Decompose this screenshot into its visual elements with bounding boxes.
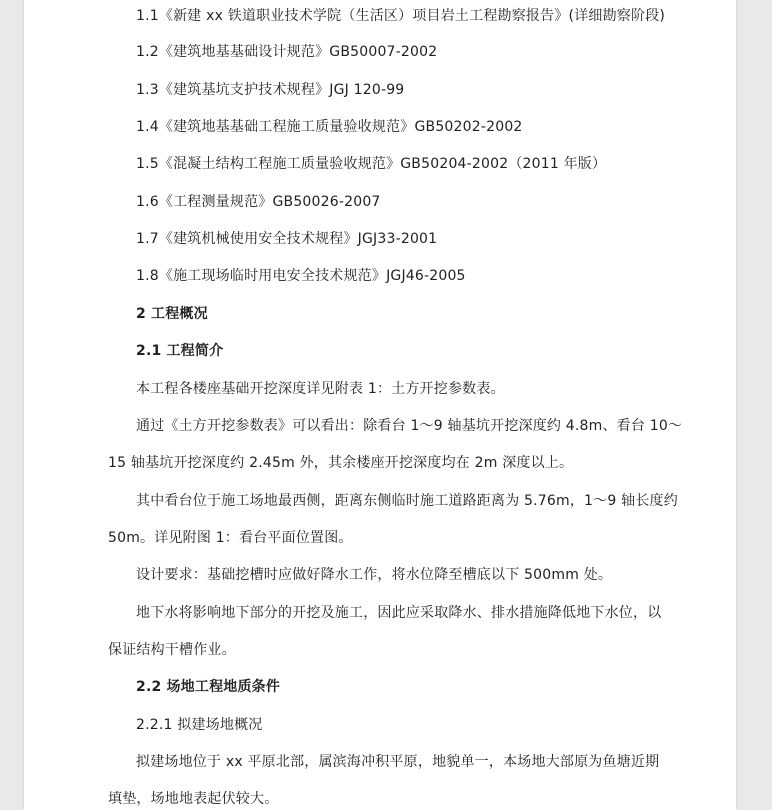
paragraph-2-1-p5-line2: 保证结构干槽作业。	[108, 642, 236, 658]
reference-1-7: 1.7《建筑机械使用安全技术规程》JGJ33-2001	[136, 231, 438, 247]
section-2-heading: 2 工程概况	[136, 306, 208, 322]
reference-1-1: 1.1《新建 xx 铁道职业技术学院（生活区）项目岩土工程勘察报告》(详细勘察阶段)	[136, 8, 666, 24]
paragraph-2-1-p2-line1: 通过《土方开挖参数表》可以看出：除看台 1～9 轴基坑开挖深度约 4.8m、看台 10～	[136, 418, 683, 434]
paragraph-2-1-p1: 本工程各楼座基础开挖深度详见附表 1：土方开挖参数表。	[136, 381, 505, 397]
reference-1-6: 1.6《工程测量规范》GB50026-2007	[136, 194, 381, 210]
section-2-1-heading: 2.1 工程简介	[136, 343, 224, 359]
reference-1-4: 1.4《建筑地基基础工程施工质量验收规范》GB50202-2002	[136, 119, 523, 135]
reference-1-5: 1.5《混凝土结构工程施工质量验收规范》GB50204-2002（2011 年版）	[136, 156, 607, 172]
paragraph-2-1-p2-line2: 15 轴基坑开挖深度约 2.45m 外，其余楼座开挖深度均在 2m 深度以上。	[108, 455, 574, 471]
section-2-2-heading: 2.2 场地工程地质条件	[136, 679, 281, 695]
paragraph-2-1-p5-line1: 地下水将影响地下部分的开挖及施工，因此应采取降水、排水措施降低地下水位，以	[136, 605, 662, 621]
paragraph-2-1-p3-line2: 50m。详见附图 1：看台平面位置图。	[108, 530, 353, 546]
reference-1-2: 1.2《建筑地基基础设计规范》GB50007-2002	[136, 44, 438, 60]
section-2-2-1-heading: 2.2.1 拟建场地概况	[136, 717, 263, 733]
document-page	[24, 0, 736, 810]
paragraph-2-2-1-p1-line1: 拟建场地位于 xx 平原北部，属滨海冲积平原，地貌单一，本场地大部原为鱼塘近期	[136, 754, 660, 770]
reference-1-8: 1.8《施工现场临时用电安全技术规范》JGJ46-2005	[136, 268, 466, 284]
paragraph-2-1-p3-line1: 其中看台位于施工场地最西侧，距离东侧临时施工道路距离为 5.76m，1～9 轴长度约	[136, 493, 678, 509]
paragraph-2-1-p4: 设计要求：基础挖槽时应做好降水工作，将水位降至槽底以下 500mm 处。	[136, 567, 613, 583]
reference-1-3: 1.3《建筑基坑支护技术规程》JGJ 120-99	[136, 82, 405, 98]
paragraph-2-2-1-p1-line2: 填垫，场地地表起伏较大。	[108, 791, 279, 807]
